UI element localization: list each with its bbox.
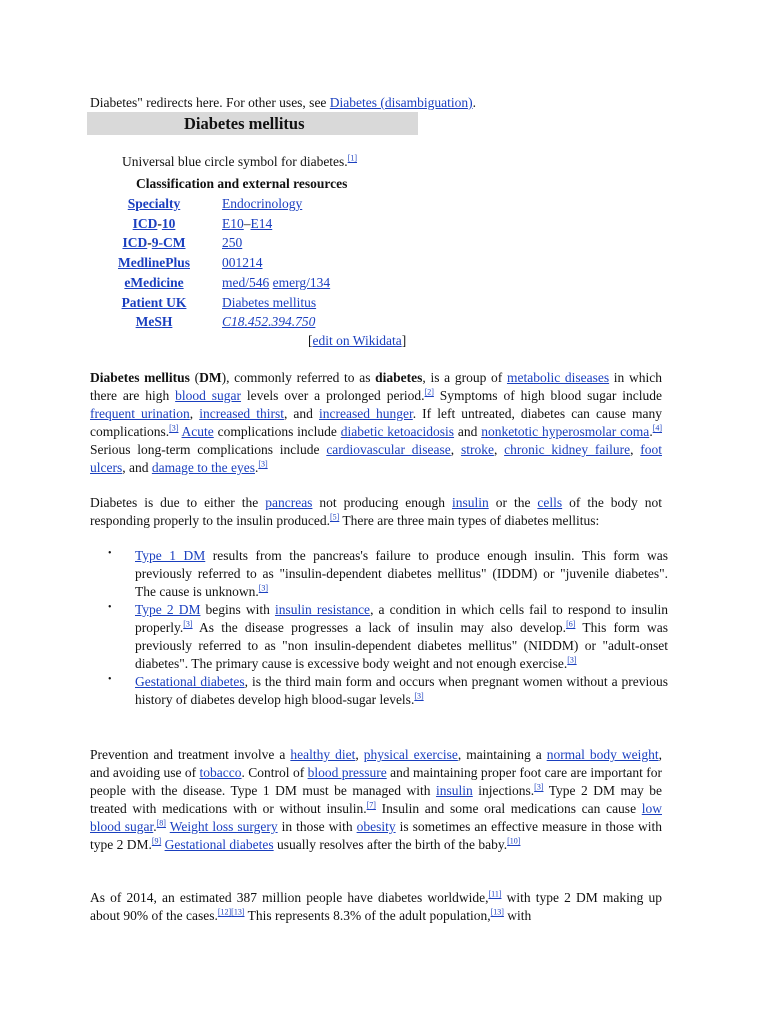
ref-link[interactable]: [12] [217, 907, 232, 917]
row-key [100, 273, 208, 293]
infobox-row-icd9 [100, 233, 330, 253]
text: or the [488, 495, 538, 510]
ref-link[interactable]: [3] [567, 655, 577, 665]
chronic-kidney-failure-link[interactable]: chronic kidney failure [504, 442, 631, 457]
text: begins with [200, 602, 275, 617]
text: of the body not responding properly to the insulin produced. [90, 495, 662, 528]
text: with type 2 DM making up about 90% of the cases. [90, 890, 662, 923]
insulin-link[interactable]: insulin [452, 495, 489, 510]
bold-term: DM [199, 370, 222, 385]
icd-link[interactable]: ICD [122, 235, 148, 251]
text: Insulin and some oral medications can cause [375, 801, 642, 816]
text: in those with [277, 819, 357, 834]
row-value [208, 253, 330, 273]
ref-link[interactable]: [3] [414, 691, 424, 701]
text: , maintaining a [457, 747, 547, 762]
text: . [153, 819, 157, 834]
list-item [108, 547, 668, 601]
disambiguation-link[interactable]: Diabetes (disambiguation) [329, 95, 473, 110]
ref-link[interactable]: [13] [490, 907, 504, 917]
increased-hunger-link[interactable]: increased hunger [318, 406, 413, 421]
type-2-dm-link[interactable]: Type 2 DM [135, 602, 201, 617]
specialty-link[interactable]: Specialty [127, 196, 181, 211]
normal-body-weight-link[interactable]: normal body weight [546, 747, 659, 762]
text: ( [189, 370, 200, 385]
ref-link[interactable]: [9] [151, 836, 162, 846]
gestational-diabetes-link[interactable]: Gestational diabetes [135, 674, 245, 689]
infobox-caption [122, 153, 357, 171]
emedicine-emerg-link[interactable]: emerg/134 [272, 274, 331, 290]
text: , [630, 442, 641, 457]
nonketotic-hyperosmolar-coma-link[interactable]: nonketotic hyperosmolar coma [481, 424, 650, 439]
text: Type 2 DM may be treated with medications with or without insulin. [90, 783, 662, 816]
row-key [100, 214, 208, 234]
text: This represents 8.3% of the adult population, [244, 908, 491, 923]
ref-link[interactable]: [7] [366, 800, 376, 810]
metabolic-diseases-link[interactable]: metabolic diseases [506, 370, 610, 385]
row-value [208, 312, 330, 332]
icd-link[interactable]: ICD [132, 215, 158, 231]
ref-link[interactable]: [13] [231, 907, 245, 917]
cells-link[interactable]: cells [537, 495, 563, 510]
ref-link[interactable]: [8] [156, 818, 166, 828]
gestational-diabetes-link[interactable]: Gestational diabetes [164, 837, 274, 852]
text: . If left untreated, diabetes can cause many complications. [90, 406, 663, 439]
physical-exercise-link[interactable]: physical exercise [363, 747, 458, 762]
medlineplus-link[interactable]: MedlinePlus [117, 255, 190, 271]
list-item [108, 673, 668, 709]
foot-ulcers-link[interactable]: foot ulcers [90, 442, 662, 475]
text: with [503, 908, 532, 923]
epidemiology-paragraph [90, 889, 662, 925]
text: , [493, 442, 505, 457]
insulin-resistance-link[interactable]: insulin resistance [274, 602, 371, 617]
text: Serious long-term complications include [90, 442, 327, 457]
stroke-link[interactable]: stroke [460, 442, 494, 457]
emedicine-link[interactable]: eMedicine [124, 274, 184, 290]
e14-link[interactable]: E14 [250, 215, 273, 231]
infobox-table [100, 194, 330, 332]
weight-loss-surgery-link[interactable]: Weight loss surgery [169, 819, 278, 834]
text: , is a group of [422, 370, 507, 385]
text: . [254, 460, 259, 475]
text: is sometimes an effective measure in those with type 2 DM. [90, 819, 663, 852]
ref-link[interactable]: [11] [488, 889, 502, 899]
acute-link[interactable]: Acute [181, 424, 214, 439]
text: , and [284, 406, 319, 421]
text: not producing enough [312, 495, 453, 510]
text: injections. [472, 783, 535, 798]
icd-9-cm-link[interactable]: 9-CM [151, 235, 186, 251]
text: Prevention and treatment involve a [90, 747, 291, 762]
bold-term: diabetes [375, 370, 423, 385]
code-250-link[interactable]: 250 [222, 235, 243, 251]
infobox-row-emedicine [100, 273, 330, 293]
text: ), commonly referred to as [221, 370, 376, 385]
text: . [649, 424, 653, 439]
mesh-code-link[interactable]: C18.452.394.750 [222, 314, 316, 330]
damage-to-eyes-link[interactable]: damage to the eyes [151, 460, 255, 475]
text: , is the third main form and occurs when pregnant women without a previous history of diabetes develop high blood-sugar levels. [135, 674, 669, 707]
ref-link[interactable]: [5] [329, 512, 340, 522]
medlineplus-id-link[interactable]: 001214 [222, 255, 263, 271]
redirect-notice [90, 94, 476, 112]
mesh-link[interactable]: MeSH [135, 314, 173, 330]
ref-link[interactable]: [3] [258, 459, 268, 469]
text: complications include [213, 424, 341, 439]
emedicine-med-link[interactable]: med/546 [222, 274, 270, 290]
type-1-dm-link[interactable]: Type 1 DM [135, 548, 206, 563]
text: Symptoms of high blood sugar include [433, 388, 662, 403]
ref-link[interactable]: [3] [183, 619, 193, 629]
ref-link[interactable]: [3] [258, 583, 269, 593]
types-list [108, 547, 668, 709]
infobox-row-specialty [100, 194, 330, 214]
patient-uk-link[interactable]: Patient UK [121, 294, 187, 310]
healthy-diet-link[interactable]: healthy diet [290, 747, 356, 762]
cause-paragraph [90, 494, 662, 530]
classification-header: Classification and external resources [136, 176, 348, 191]
text: As of 2014, an estimated 387 million people have diabetes worldwide, [90, 890, 489, 905]
blood-sugar-link[interactable]: blood sugar [175, 388, 242, 403]
text: , a condition in which cells fail to respond to insulin properly. [135, 602, 668, 635]
icd-dash: - [157, 215, 162, 231]
tobacco-link[interactable]: tobacco [199, 765, 242, 780]
row-key [100, 312, 208, 332]
row-key [100, 253, 208, 273]
text: , and [122, 460, 152, 475]
intro-paragraph [90, 369, 662, 477]
range-dash: – [243, 215, 251, 231]
endocrinology-link[interactable]: Endocrinology [222, 196, 303, 211]
row-value [208, 233, 330, 253]
pancreas-link[interactable]: pancreas [265, 495, 313, 510]
text: and [454, 424, 482, 439]
text: , [355, 747, 364, 762]
ref-link[interactable]: [4] [652, 423, 663, 433]
text: , [450, 442, 461, 457]
insulin-link[interactable]: insulin [436, 783, 473, 798]
bold-term: Diabetes mellitus [90, 370, 190, 385]
ref-link[interactable]: [3] [169, 423, 179, 433]
wikidata-edit: [edit on Wikidata] [308, 333, 407, 348]
text: . Control of [241, 765, 308, 780]
row-value [208, 273, 330, 293]
redirect-text: Diabetes" redirects here. For other uses, see [90, 95, 330, 110]
row-key [100, 194, 208, 214]
text: There are three main types of diabetes mellitus: [339, 513, 600, 528]
treatment-paragraph [90, 746, 662, 854]
patient-uk-article-link[interactable]: Diabetes mellitus [222, 294, 317, 310]
row-value [208, 214, 330, 234]
redirect-suffix: . [472, 95, 477, 110]
caption-text: Universal blue circle symbol for diabetes. [122, 154, 348, 169]
text: levels over a prolonged period. [241, 388, 425, 403]
ref-link[interactable]: [10] [507, 836, 521, 846]
infobox-row-mesh [100, 312, 330, 332]
ref-link[interactable]: [3] [534, 782, 544, 792]
row-value [208, 293, 330, 313]
row-key [100, 293, 208, 313]
row-value [208, 194, 330, 214]
infobox-row-patientuk [100, 293, 330, 313]
text: , [189, 406, 200, 421]
infobox-row-medlineplus [100, 253, 330, 273]
ref-link[interactable]: [1] [347, 153, 358, 163]
low-blood-sugar-link[interactable]: low blood sugar [90, 801, 662, 834]
cardiovascular-disease-link[interactable]: cardiovascular disease [326, 442, 451, 457]
text: Diabetes is due to either the [90, 495, 266, 510]
icd-dash: - [147, 235, 152, 251]
frequent-urination-link[interactable]: frequent urination [90, 406, 190, 421]
text: in which there are high [90, 370, 662, 403]
infobox-title: Diabetes mellitus [87, 112, 418, 135]
edit-on-wikidata-link[interactable]: edit on Wikidata [312, 333, 402, 348]
row-key [100, 233, 208, 253]
text: usually resolves after the birth of the baby. [273, 837, 508, 852]
icd-10-link[interactable]: 10 [161, 215, 176, 231]
text: results from the pancreas's failure to produce enough insulin. This form was previously referred to as "insulin-dependent diabetes mellitus" (IDDM) or "juvenile diabetes". The cause is unknown. [135, 548, 668, 599]
text: As the disease progresses a lack of insulin may also develop. [192, 620, 567, 635]
list-item [108, 601, 668, 673]
obesity-link[interactable]: obesity [356, 819, 396, 834]
increased-thirst-link[interactable]: increased thirst [199, 406, 284, 421]
infobox-row-icd10 [100, 214, 330, 234]
ref-link[interactable]: [6] [566, 619, 576, 629]
e10-link[interactable]: E10 [222, 215, 244, 231]
text: and maintaining proper foot care are important for people with the disease. Type 1 DM must be managed with [90, 765, 662, 798]
blood-pressure-link[interactable]: blood pressure [307, 765, 387, 780]
diabetic-ketoacidosis-link[interactable]: diabetic ketoacidosis [340, 424, 455, 439]
text: , and avoiding use of [90, 747, 663, 780]
ref-link[interactable]: [2] [424, 387, 434, 397]
text: This form was previously referred to as "non insulin-dependent diabetes mellitus" (NIDDM) or "adult-onset diabetes". The primary cause is excessive body weight and not enough exercise. [135, 620, 668, 671]
